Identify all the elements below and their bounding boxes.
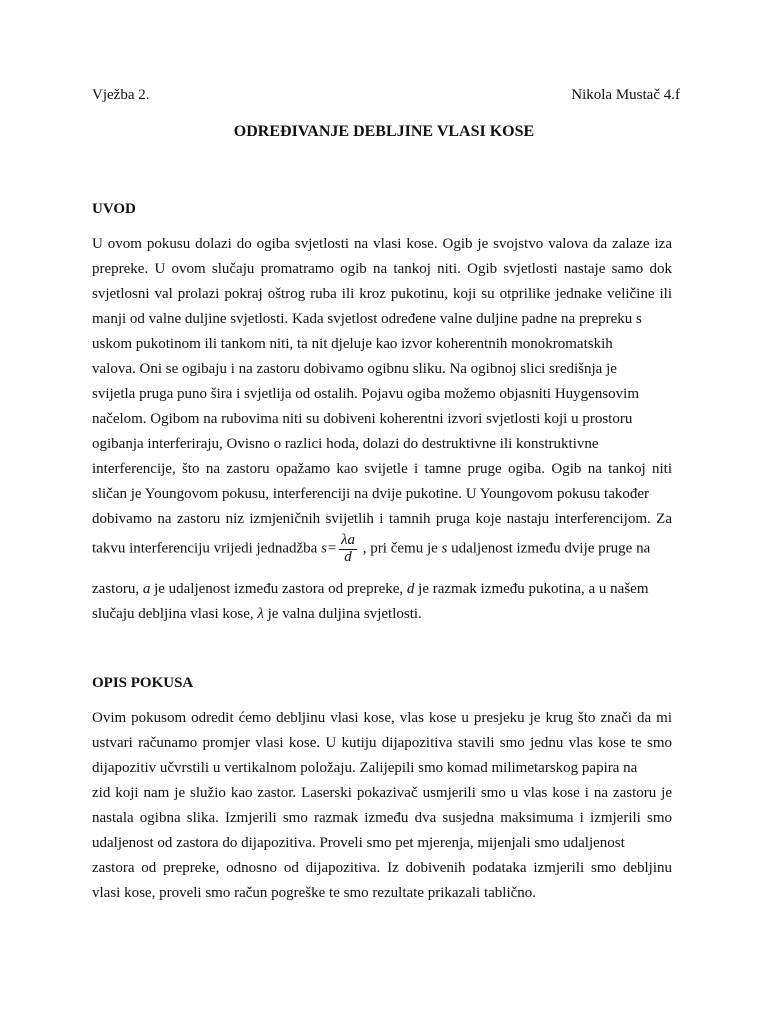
paragraph-line: zid koji nam je služio kao zastor. Laserski pokazivač usmjerili smo u vlas kose i na zastoru je [92,785,672,801]
header-exercise-label: Vježba 2. [92,87,150,103]
document-title: ODREĐIVANJE DEBLJINE VLASI KOSE [233,123,535,140]
paragraph-line: vlasi kose, proveli smo račun pogreške te smo rezultate prikazali tablično. [92,885,537,901]
line-text: je udaljenost između zastora od prepreke, [150,581,407,597]
paragraph-line: nastala ogibna slika. Izmjerili smo razmak između dva susjedna maksimuma i izmjerili smo [92,810,672,826]
section-heading-opis-pokusa: OPIS POKUSA [92,675,194,691]
section-heading-uvod: UVOD [92,201,136,217]
formula-denominator: d [344,548,352,565]
paragraph-line: svijetla pruga puno šira i svjetlija od ostalih. Pojavu ogiba možemo objasniti Huygensovim [92,386,640,402]
line-text: slučaju debljina vlasi kose, [92,606,258,622]
paragraph-line [92,606,422,623]
line-text: je razmak između pukotina, a u našem [414,581,649,597]
paragraph-line: udaljenost od zastora do dijapozitiva. Proveli smo pet mjerenja, mijenjali smo udaljenost [92,835,625,851]
var-d: d [406,581,415,597]
paragraph-line: prepreke. U ovom slučaju promatramo ogib na tankoj niti. Ogib svjetlosti nastaje samo dok [92,261,672,277]
paragraph-line: dijapozitiv učvrstili u vertikalnom položaju. Zalijepili smo komad milimetarskog papira na [92,760,638,776]
paragraph-line: svjetlosni val prolazi pokraj oštrog ruba ili kroz pukotinu, koji su otprilike jednake veličine ili [92,286,672,302]
paragraph-line: manji od valne duljine svjetlosti. Kada svjetlost određene valne duljine padne na prepreku s [92,311,642,327]
paragraph-line: dobivamo na zastoru niz izmjeničnih svijetlih i tamnih pruga koje nastaju interferencijom. Za [92,511,672,527]
formula-fraction [339,533,357,566]
formula-numerator: λa [341,532,356,548]
formula-line [92,533,650,566]
formula-line-text-before: takvu interferenciju vrijedi jednadžba [92,540,322,557]
paragraph-line [92,581,649,598]
paragraph-line: ogibanja interferiraju, Ovisno o razlici hoda, dolazi do destruktivne ili konstruktivne [92,436,599,452]
line-text: je valna duljina svjetlosti. [263,606,422,622]
formula-line-text-after-2: udaljenost između dvije pruge na [447,540,651,557]
paragraph-line: U ovom pokusu dolazi do ogiba svjetlosti na vlasi kose. Ogib je svojstvo valova da zalaze iza [92,236,672,252]
paragraph-line: interferencije, što na zastoru opažamo kao svijetle i tamne pruge ogiba. Ogib na tankoj niti [92,461,672,477]
paragraph-line: valova. Oni se ogibaju i na zastoru dobivamo ogibnu sliku. Na ogibnoj slici središnja je [92,361,617,377]
paragraph-line: zastora od prepreke, odnosno od dijapozitiva. Iz dobivenih podataka izmjerili smo debljinu [92,860,672,876]
paragraph-line: Ovim pokusom odredit ćemo debljinu vlasi kose, vlas kose u presjeku je krug što znači da mi [92,710,672,726]
var-lambda: λ [257,606,264,622]
line-text: zastoru, [92,581,143,597]
formula-lhs: s= [321,540,338,557]
formula-line-text-after-1: , pri čemu je [359,540,442,557]
paragraph-line: uskom pukotinom ili tankom niti, ta nit djeluje kao izvor koherentnih monokromatskih [92,336,613,352]
paragraph-line: sličan je Youngovom pokusu, interferenciji na dvije pukotine. U Youngovom pokusu također [92,486,650,502]
paragraph-line: ustvari računamo promjer vlasi kose. U kutiju dijapozitiva stavili smo jednu vlas kose te smo [92,735,672,751]
formula-var-s: s [441,540,448,557]
var-a: a [142,581,151,597]
paragraph-line: načelom. Ogibom na rubovima niti su dobiveni koherentni izvori svjetlosti koji u prostoru [92,411,633,427]
header-author: Nikola Mustač 4.f [571,87,680,103]
